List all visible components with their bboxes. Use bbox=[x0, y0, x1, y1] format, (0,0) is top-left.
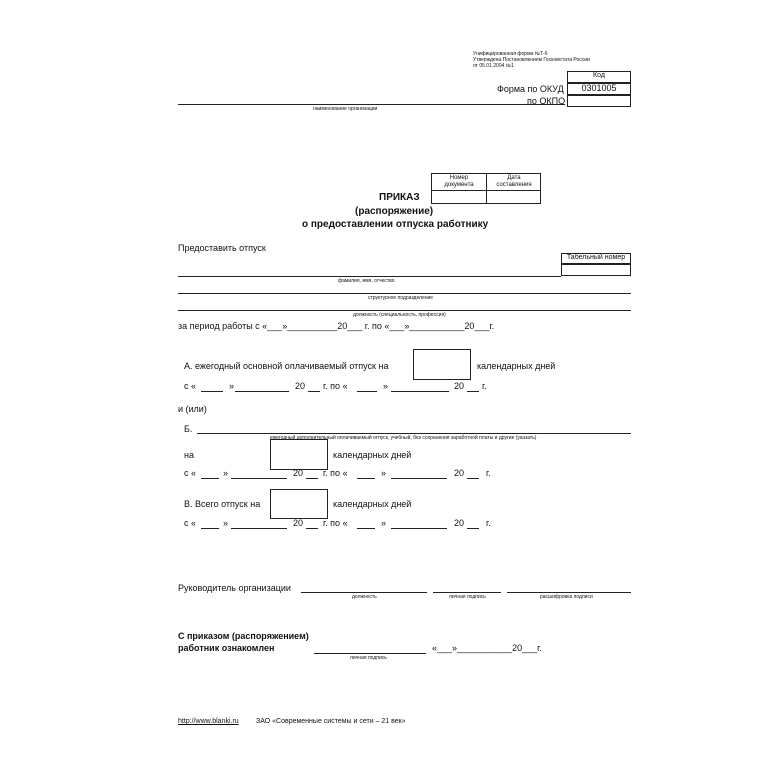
section-a-month1-line[interactable] bbox=[235, 391, 289, 392]
position-caption: должность (специальность, профессия) bbox=[353, 312, 446, 318]
title-line-3: о предоставлении отпуска работнику bbox=[302, 219, 489, 230]
acquaint-signature-line[interactable] bbox=[314, 653, 426, 654]
section-v-year1: 20 bbox=[293, 518, 304, 528]
section-b-label: Б. bbox=[184, 424, 193, 434]
head-decode-line[interactable] bbox=[507, 592, 631, 593]
section-v-month1-line[interactable] bbox=[231, 528, 287, 529]
section-b-q2: » bbox=[381, 468, 387, 478]
section-b-q1: » bbox=[223, 468, 229, 478]
section-b-on-label: на bbox=[184, 450, 194, 460]
head-position-line[interactable] bbox=[301, 592, 427, 593]
section-a-year2: 20 bbox=[454, 381, 465, 391]
section-b-month1-line[interactable] bbox=[231, 478, 287, 479]
section-a-day2-line[interactable] bbox=[357, 391, 377, 392]
fio-line[interactable] bbox=[178, 276, 561, 277]
section-a-label: А. ежегодный основной оплачиваемый отпуск на bbox=[184, 361, 389, 371]
docnum-col-divider bbox=[486, 173, 487, 204]
section-b-mid: г. по « bbox=[323, 468, 348, 478]
section-b-day2-line[interactable] bbox=[357, 478, 375, 479]
section-b-caption: ежегодный дополнительный оплачиваемый отпуск, учебный, без сохранения заработной платы и другие (указать) bbox=[270, 435, 537, 441]
head-signature-caption: личная подпись bbox=[449, 594, 486, 600]
footer-url[interactable]: http://www.blanki.ru bbox=[178, 718, 239, 725]
section-a-g: г. bbox=[482, 381, 487, 391]
code-header: Код bbox=[593, 72, 605, 79]
section-b-from: с « bbox=[184, 468, 197, 478]
org-name-line[interactable] bbox=[178, 104, 565, 105]
section-a-year2-line[interactable] bbox=[467, 391, 479, 392]
section-b-days-label: календарных дней bbox=[333, 450, 412, 460]
okpo-code-cell[interactable] bbox=[567, 95, 631, 107]
section-b-type-line[interactable] bbox=[197, 433, 631, 434]
docnum-date-header: Дата составления bbox=[496, 175, 532, 188]
title-line-1: ПРИКАЗ bbox=[379, 192, 420, 203]
okud-label: Форма по ОКУД bbox=[497, 84, 564, 94]
head-signature-line[interactable] bbox=[433, 592, 501, 593]
section-a-mid: г. по « bbox=[323, 381, 348, 391]
section-v-label: В. Всего отпуск на bbox=[184, 499, 261, 509]
section-v-year1-line[interactable] bbox=[306, 528, 318, 529]
or-label: и (или) bbox=[178, 404, 207, 414]
section-v-from: с « bbox=[184, 518, 197, 528]
section-b-day1-line[interactable] bbox=[201, 478, 219, 479]
okpo-label: по ОКПО bbox=[527, 96, 566, 106]
dept-line[interactable] bbox=[178, 293, 631, 294]
footer-company: ЗАО «Современные системы и сети – 21 век» bbox=[256, 718, 406, 725]
section-a-day1-line[interactable] bbox=[201, 391, 223, 392]
head-label: Руководитель организации bbox=[178, 583, 291, 593]
section-v-day2-line[interactable] bbox=[357, 528, 375, 529]
section-a-year1-line[interactable] bbox=[308, 391, 320, 392]
section-a-q2: » bbox=[383, 381, 389, 391]
section-b-year2-line[interactable] bbox=[467, 478, 479, 479]
head-decode-caption: расшифровка подписи bbox=[540, 594, 593, 600]
section-v-q2: » bbox=[381, 518, 387, 528]
position-line[interactable] bbox=[178, 310, 631, 311]
section-b-year1: 20 bbox=[293, 468, 304, 478]
approval-line-3: от 05.01.2004 №1 bbox=[473, 63, 514, 69]
section-v-mid: г. по « bbox=[323, 518, 348, 528]
section-v-g: г. bbox=[486, 518, 491, 528]
tab-number-header: Табельный номер bbox=[566, 254, 626, 261]
approval-line-1: Унифицированная форма №Т-6 bbox=[473, 51, 548, 57]
section-a-q1: » bbox=[229, 381, 235, 391]
section-a-from: с « bbox=[184, 381, 197, 391]
acquaint-line-1: С приказом (распоряжением) bbox=[178, 631, 309, 641]
tab-number-value-cell[interactable] bbox=[561, 264, 631, 276]
section-v-q1: » bbox=[223, 518, 229, 528]
section-v-year2: 20 bbox=[454, 518, 465, 528]
fio-caption: фамилия, имя, отчество bbox=[338, 278, 395, 284]
grant-label: Предоставить отпуск bbox=[178, 243, 266, 253]
section-v-year2-line[interactable] bbox=[467, 528, 479, 529]
section-b-year1-line[interactable] bbox=[306, 478, 318, 479]
okud-code: 0301005 bbox=[581, 83, 617, 93]
acquaint-signature-caption: личная подпись bbox=[350, 655, 387, 661]
approval-line-2: Утверждена Постановлением Госкомстата России bbox=[473, 57, 590, 63]
acquaint-date[interactable]: «___»___________20___г. bbox=[432, 643, 542, 653]
title-line-2: (распоряжение) bbox=[355, 206, 434, 217]
section-b-g: г. bbox=[486, 468, 491, 478]
org-caption: наименование организации bbox=[313, 106, 378, 112]
period-text[interactable]: за период работы с «___»__________20___ г. по «___»___________20___г. bbox=[178, 321, 495, 331]
section-a-days-label: календарных дней bbox=[477, 361, 556, 371]
head-position-caption: должность bbox=[352, 594, 377, 600]
docnum-number-header: Номер документа bbox=[444, 175, 474, 188]
section-b-month2-line[interactable] bbox=[391, 478, 447, 479]
section-v-days-label: календарных дней bbox=[333, 499, 412, 509]
docnum-date-value[interactable] bbox=[489, 192, 539, 203]
section-a-days-box[interactable] bbox=[413, 349, 471, 380]
section-v-days-box[interactable] bbox=[270, 489, 328, 519]
section-v-month2-line[interactable] bbox=[391, 528, 447, 529]
section-a-month2-line[interactable] bbox=[391, 391, 449, 392]
section-b-year2: 20 bbox=[454, 468, 465, 478]
docnum-number-value[interactable] bbox=[434, 192, 484, 203]
section-v-day1-line[interactable] bbox=[201, 528, 219, 529]
dept-caption: структурное подразделение bbox=[368, 295, 434, 301]
section-a-year1: 20 bbox=[295, 381, 306, 391]
section-b-days-box[interactable] bbox=[270, 439, 328, 470]
acquaint-line-2: работник ознакомлен bbox=[178, 643, 275, 653]
